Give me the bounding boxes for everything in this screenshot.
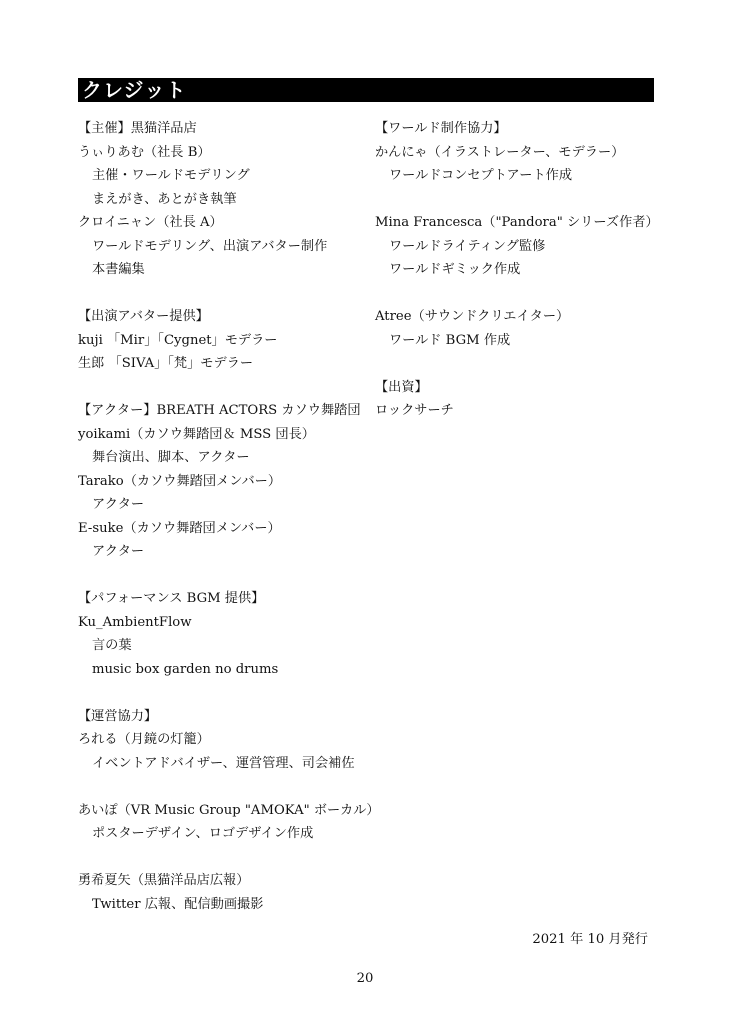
- credit-line: 生郎 「SIVA」「梵」モデラー: [78, 356, 254, 371]
- credit-line: ろれる（月鏡の灯籠）: [78, 732, 210, 747]
- credit-line: 主催・ワールドモデリング: [92, 168, 250, 183]
- credit-line: イベントアドバイザー、運営管理、司会補佐: [92, 755, 355, 771]
- credit-line: アクター: [92, 497, 145, 512]
- credit-line: 【出演アバター提供】: [78, 309, 209, 324]
- credit-line: 【主催】黒猫洋品店: [78, 121, 197, 136]
- credit-line: ワールドギミック作成: [389, 262, 521, 277]
- credit-line: ロックサーチ: [375, 403, 454, 418]
- credit-line: あいぽ（VR Music Group "AMOKA" ボーカル）: [78, 802, 380, 818]
- credit-line: ポスターデザイン、ロゴデザイン作成: [92, 826, 314, 841]
- credit-line: 本書編集: [92, 262, 145, 277]
- credit-spacer: [78, 564, 380, 588]
- credit-line: Ku_AmbientFlow: [78, 614, 192, 630]
- credit-line: ワールド BGM 作成: [389, 332, 511, 348]
- credit-spacer: [375, 352, 659, 376]
- credit-line: 舞台演出、脚本、アクター: [92, 450, 250, 465]
- credit-line: 勇希夏矢（黒猫洋品店広報）: [78, 873, 250, 888]
- credit-line: 【出資】: [375, 379, 428, 395]
- credit-line: Mina Francesca（"Pandora" シリーズ作者）: [375, 215, 659, 230]
- section-title-bar: [78, 78, 654, 102]
- credit-line: E-suke（カソウ舞踏団メンバー）: [78, 520, 281, 536]
- credit-line: 【パフォーマンス BGM 提供】: [78, 591, 265, 606]
- credit-line: 【アクター】BREATH ACTORS カソウ舞踏団: [78, 403, 361, 418]
- credit-line: アクター: [92, 544, 145, 559]
- credit-line: 【ワールド制作協力】: [375, 121, 507, 136]
- credit-line: かんにゃ（イラストレーター、モデラー）: [375, 144, 625, 160]
- credit-line: kuji 「Mir」「Cygnet」モデラー: [78, 332, 278, 348]
- page-number: 20: [356, 971, 374, 986]
- credit-line: クロイニャン（社長 A）: [78, 215, 223, 230]
- credit-line: うぃりあむ（社長 B）: [78, 144, 211, 160]
- credit-line: ワールドモデリング、出演アバター制作: [92, 238, 328, 254]
- credit-line: 言の葉: [92, 638, 132, 653]
- credit-spacer: [375, 188, 659, 212]
- credit-line: 【運営協力】: [78, 708, 158, 724]
- credit-line: まえがき、あとがき執筆: [92, 191, 237, 207]
- credit-line: music box garden no drums: [92, 661, 279, 677]
- credit-spacer: [375, 282, 659, 306]
- credit-spacer: [78, 846, 380, 870]
- credit-spacer: [78, 376, 380, 400]
- credits-left-column: [78, 117, 380, 916]
- section-title: クレジット: [82, 78, 187, 102]
- issue-date: 2021 年 10 月発行: [532, 932, 648, 947]
- credit-line: yoikami（カソウ舞踏団＆ MSS 団長）: [78, 426, 315, 442]
- credit-spacer: [78, 681, 380, 705]
- credit-line: ワールドライティング監修: [389, 238, 546, 254]
- credit-line: Twitter 広報、配信動画撮影: [92, 896, 264, 912]
- credit-spacer: [78, 775, 380, 799]
- credit-spacer: [78, 282, 380, 306]
- credit-line: Atree（サウンドクリエイター）: [375, 309, 570, 324]
- credit-line: ワールドコンセプトアート作成: [389, 168, 573, 183]
- credit-line: Tarako（カソウ舞踏団メンバー）: [78, 473, 282, 489]
- credits-right-column: [375, 117, 659, 423]
